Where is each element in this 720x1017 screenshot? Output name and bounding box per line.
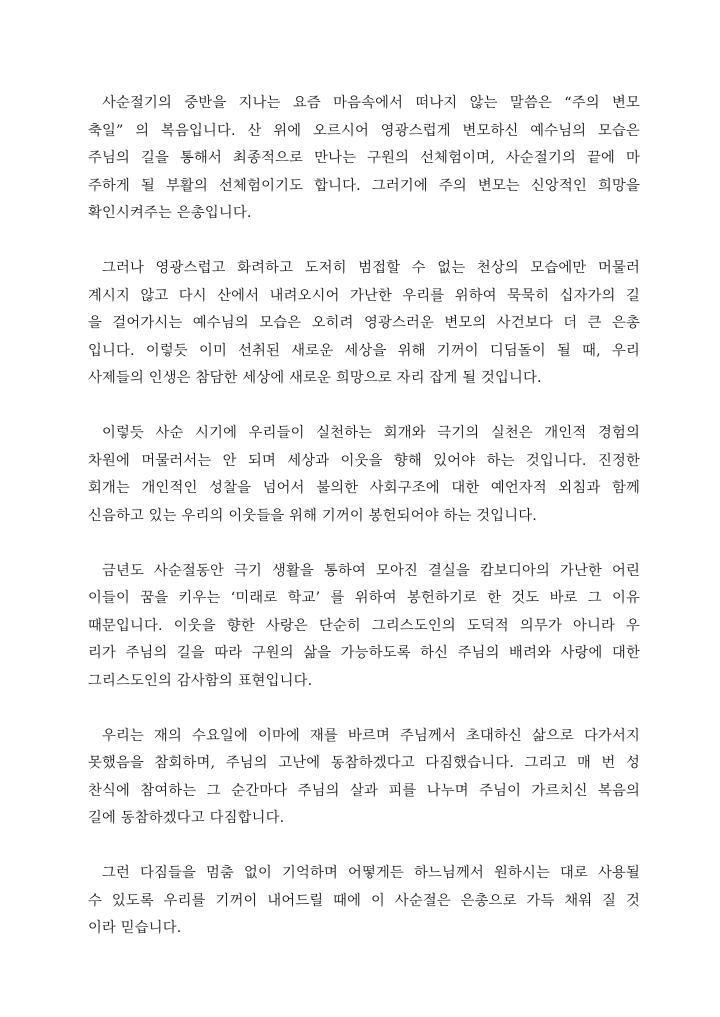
paragraph-line: 사제들의 인생은 참담한 세상에 새로운 희망으로 자리 잡게 될 것입니다. xyxy=(88,370,542,386)
paragraph-line: 축일” 의 복음입니다. 산 위에 오르시어 영광스럽게 변모하신 예수님의 모습은 xyxy=(88,122,640,139)
paragraph-line: 금년도 사순절동안 극기 생활을 통하여 모아진 결실을 캄보디아의 가난한 어린 xyxy=(102,562,640,579)
paragraph-line: 이렇듯 사순 시기에 우리들이 실천하는 회개와 극기의 실천은 개인적 경험의 xyxy=(102,425,640,441)
paragraph-line: 때문입니다. 이웃을 향한 사랑은 단순히 그리스도인의 도덕적 의무가 아니라 우 xyxy=(88,617,640,634)
paragraph-line: 못했음을 참회하며, 주님의 고난에 동참하겠다고 다짐했습니다. 그리고 매 번 성 xyxy=(88,755,640,771)
document-page xyxy=(88,90,640,970)
paragraph-line: 을 걸어가시는 예수님의 모습은 오히려 영광스러운 변모의 사건보다 더 큰 은총 xyxy=(88,315,640,331)
paragraph-line: 사순절기의 중반을 지나는 요즘 마음속에서 떠나지 않는 말씀은 “주의 변모 xyxy=(102,95,640,111)
paragraph-4 xyxy=(88,558,640,696)
paragraph-line: 이들이 꿈을 키우는 ‘미래로 학교’ 를 위하여 봉헌하기로 한 것도 바로 그 이유 xyxy=(88,590,640,606)
paragraph-3 xyxy=(88,420,640,530)
paragraph-line: 신음하고 있는 우리의 이웃들을 위해 기꺼이 봉헌되어야 하는 것입니다. xyxy=(88,507,538,524)
paragraph-line: 이라 믿습니다. xyxy=(88,920,182,936)
paragraph-line: 그런 다짐들을 멈춤 없이 기억하며 어떻게든 하느님께서 원하시는 대로 사용될 xyxy=(102,865,640,881)
paragraph-line: 주님의 길을 통해서 최종적으로 만나는 구원의 선체험이며, 사순절기의 끝에 마 xyxy=(88,150,640,166)
paragraph-2 xyxy=(88,255,640,393)
paragraph-line: 우리는 재의 수요일에 이마에 재를 바르며 주님께서 초대하신 삶으로 다가서지 xyxy=(102,727,640,744)
paragraph-line: 차원에 머물러서는 안 되며 세상과 이웃을 향해 있어야 하는 것입니다. 진정한 xyxy=(88,452,640,469)
paragraph-line: 그러나 영광스럽고 화려하고 도저히 범접할 수 없는 천상의 모습에만 머물러 xyxy=(102,260,640,276)
paragraph-line: 길에 동참하겠다고 다짐합니다. xyxy=(88,810,285,826)
paragraph-line: 주하게 될 부활의 선체험이기도 합니다. 그러기에 주의 변모는 신앙적인 희망을 xyxy=(88,177,640,194)
paragraph-5 xyxy=(88,723,640,833)
paragraph-6 xyxy=(88,860,640,943)
paragraph-line: 그리스도인의 감사함의 표현입니다. xyxy=(88,672,313,689)
paragraph-line: 입니다. 이렇듯 이미 선취된 새로운 세상을 위해 기꺼이 디딤돌이 될 때, 우리 xyxy=(88,342,640,359)
paragraph-line: 계시지 않고 다시 산에서 내려오시어 가난한 우리를 위하여 묵묵히 십자가의 길 xyxy=(88,287,640,304)
paragraph-line: 회개는 개인적인 성찰을 넘어서 불의한 사회구조에 대한 예언자적 외침과 함께 xyxy=(88,480,640,496)
paragraph-line: 리가 주님의 길을 따라 구원의 삶을 가능하도록 하신 주님의 배려와 사랑에 대한 xyxy=(88,645,640,661)
paragraph-line: 확인시켜주는 은총입니다. xyxy=(88,205,252,221)
paragraph-line: 찬식에 참여하는 그 순간마다 주님의 살과 피를 나누며 주님이 가르치신 복음의 xyxy=(88,782,640,799)
paragraph-1 xyxy=(88,90,640,228)
paragraph-line: 수 있도록 우리를 기꺼이 내어드릴 때에 이 사순절은 은총으로 가득 채워 질 것 xyxy=(88,892,640,909)
